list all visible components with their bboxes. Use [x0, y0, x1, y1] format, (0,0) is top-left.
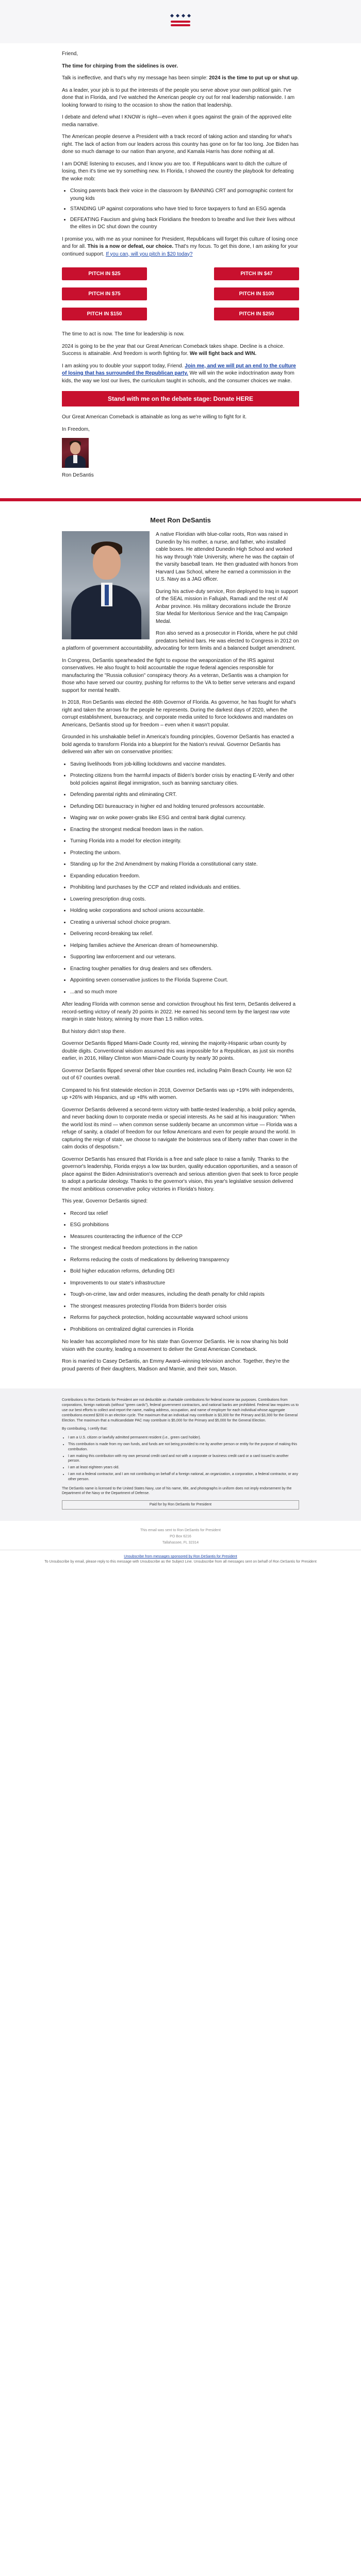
wins-list: [70, 761, 299, 996]
section-divider: [0, 498, 361, 501]
unsubscribe-strip: [0, 1550, 361, 1569]
paragraph: Our Great American Comeback is attainable as long as we're willing to fight for it.: [62, 414, 247, 420]
list-item: • STANDING UP against corporations who have tried to force taxpayers to fund an ESG agenda: [70, 206, 299, 213]
paragraph: In 2018, Ron DeSantis was elected the 46th Governor of Florida. As governor, he has fought for what's right and taken the arrows for the people he represents. During the darkest days of 2020, when the corrupt establishment, bureaucracy, and corporate media united to force lockdowns and mandates on Americans, DeSantis stood up for freedom – even when it wasn't popular.: [62, 700, 296, 728]
list-item: • Measures counteracting the influence of the CCP: [70, 1233, 299, 1241]
list-item: • DEFEATING Faucism and giving back Floridians the freedom to breathe and live their lives without the elites in DC shut down the country: [70, 216, 299, 231]
list-item: • Turning Florida into a model for election integrity.: [70, 838, 299, 845]
list-item: • Appointing seven conservative justices to the Florida Supreme Court.: [70, 977, 299, 985]
join-link[interactable]: Join me, and we will put an end to the culture of losing that has surrounded the Republican party.: [62, 363, 296, 376]
list-item: • Lowering prescription drug costs.: [70, 896, 299, 904]
list-item: • Improvements to our state's infrastructure: [70, 1280, 299, 1287]
donate-button-grid: [62, 267, 299, 320]
paragraph: A native Floridian with blue-collar roots, Ron was raised in Dunedin by his mother, a nurse, and father, who installed cable boxes. He attended Dunedin High School and worked his way through Yale University, where he was the captain of the varsity baseball team. He then graduated with honors from Harvard Law School, where he earned a commission in the U.S. Navy as a JAG officer.: [156, 532, 298, 583]
paragraph: This year, Governor DeSantis signed:: [62, 1198, 148, 1205]
pitch-in-250-button[interactable]: PITCH IN $250: [214, 308, 299, 320]
list-item: • Record tax relief: [70, 1210, 299, 1218]
list-item: • Standing up for the 2nd Amendment by making Florida a constitutional carry state.: [70, 861, 299, 869]
legal-text: By contributing, I certify that:: [62, 1427, 108, 1431]
list-item: • The strongest medical freedom protections in the nation: [70, 1245, 299, 1252]
list-item: • Expanding education freedom.: [70, 873, 299, 880]
header-banner: [0, 0, 361, 43]
paragraph: Governor DeSantis has ensured that Florida is a free and safe place to raise a family. Thanks to the governor's leadership, Florida enjoys a low tax burden, quality education opportunities, and a season of place against the Biden Administration's overreach and serious attention given that seek to force people to adopt a particular ideology. Thanks to the governor's vision, this year's legislative session delivered the most ambitious conservative policy victories in Florida's history.: [62, 1156, 299, 1192]
list-item: • Waging war on woke power-grabs like ESG and central bank digital currency.: [70, 815, 299, 822]
unsubscribe-link[interactable]: Unsubscribe from messages sponsored by Ron DeSantis for President: [124, 1555, 237, 1559]
list-item: • Protecting the unborn.: [70, 850, 299, 857]
list-item: • Reforms reducing the costs of medications by delivering transparency: [70, 1257, 299, 1264]
paragraph: The time to act is now. The time for leadership is now.: [62, 331, 185, 337]
unsubscribe-text: To Unsubscribe by email, please reply to this message with Unsubscribe as the Subject Line. Unsubscribe from all messages sent on behalf of Ron DeSantis for President: [44, 1560, 317, 1564]
paragraph: Governor DeSantis delivered a second-term victory with battle-tested leadership, a bold policy agenda, and never backing down to corporate media or special interests. As he said at his inauguration: "When the world lost its mind — when common sense suddenly became an uncommon virtue — Florida was a refuge of sanity, a citadel of freedom for our fellow Americans and even for people around the world. In capturing the reign of state, we choose to navigate the boisterous sea of liberty rather than cower in the calm docks of despotism.": [62, 1107, 298, 1150]
signature-portrait: [62, 438, 89, 468]
list-item: • Enacting the strongest medical freedom laws in the nation.: [70, 826, 299, 834]
list-item: • The strongest measures protecting Florida from Biden's border crisis: [70, 1303, 299, 1311]
signoff: In Freedom,: [62, 426, 90, 432]
list-item: • Defending parental rights and eliminating CRT.: [70, 791, 299, 799]
paragraph: Grounded in his unshakable belief in America's founding principles, Governor DeSantis has enacted a bold agenda to transform Florida into a blueprint for the Nation's revival. Governor DeSantis has delivered win after win on conservative priorities:: [62, 734, 294, 755]
campaign-flag-logo-icon: [171, 14, 190, 29]
list-item: • I am not a federal contractor, and I am not contributing on behalf of a foreign national, an organization, a corporation, a federal contractor, or any other person.: [68, 1472, 299, 1482]
list-item: • Enacting tougher penalties for drug dealers and sex offenders.: [70, 965, 299, 973]
list-item: • Bold higher education reforms, defunding DEI: [70, 1268, 299, 1276]
legal-footer: [0, 1388, 361, 1521]
list-item: • Helping families achieve the American dream of homeownership.: [70, 942, 299, 950]
headline: The time for chirping from the sidelines is over.: [62, 63, 178, 69]
playbook-list: [70, 188, 299, 231]
list-item: • Creating a universal school choice program.: [70, 919, 299, 927]
paragraph: I am DONE listening to excuses, and I know you are too. If Republicans want to ditch the culture of losing, then it's time we try something new. In Florida, I showed the country the playbook for defeating the woke mob:: [62, 161, 294, 182]
certification-list: [68, 1435, 299, 1482]
list-item: • Supporting law enforcement and our veterans.: [70, 954, 299, 961]
mailing-info: This email was sent to Ron DeSantis for President PO Box 6216 Tallahassee, FL 32314: [140, 1528, 221, 1545]
list-item: • Delivering record-breaking tax relief.: [70, 930, 299, 938]
paragraph: The American people deserve a President with a track record of taking action and standing for what's right. The lack of action from our leaders across this country has gone on for far too long. Joe Biden has done so much damage to our nation than anyone, and Kamala Harris has done nothing at all.: [62, 134, 299, 155]
greeting: Friend,: [62, 51, 78, 57]
paragraph: In Congress, DeSantis spearheaded the fight to expose the weaponization of the IRS against conservatives. He also fought to hold accountable the rogue federal agencies responsible for manufacturing the "Russia collusion" conspiracy theory. As a veteran, DeSantis was a champion for those who have served our country, pushing for reforms to the VA to better serve veterans and expand support for mental health.: [62, 657, 296, 693]
signature-name: Ron DeSantis: [62, 472, 94, 478]
list-item: • I am at least eighteen years old.: [68, 1465, 299, 1470]
paragraph: I debate and defend what I KNOW is right—even when it goes against the grain of the approved elite media narrative.: [62, 114, 292, 128]
list-item: • Saving livelihoods from job-killing lockdowns and vaccine mandates.: [70, 761, 299, 769]
list-item: • Closing parents back their voice in the classroom by BANNING CRT and pornographic content for young kids: [70, 188, 299, 202]
list-item: • Prohibiting land purchases by the CCP and related individuals and entities.: [70, 884, 299, 892]
list-item: • ESG prohibitions: [70, 1222, 299, 1229]
legal-text: The DeSantis name is licensed to the United States Navy, use of his name, title, and photographs in uniform does not imply endorsement by the Department of the Navy or the Department of Defense.: [62, 1486, 292, 1496]
paragraph: No leader has accomplished more for his state than Governor DeSantis. He is now sharing his bold vision with the country, leading a movement to deliver the Great American Comeback.: [62, 1339, 288, 1352]
list-item: • Protecting citizens from the harmful impacts of Biden's border crisis by enacting E-Verify and other bold policies against illegal immigration, such as banning sanctuary cities.: [70, 772, 299, 787]
paragraph: 2024 is going to be the year that our Great American Comeback takes shape. Decline is a choice. Success is attainable. And freedom is worth fighting for. We will fight back and WIN.: [62, 343, 285, 357]
pitch-in-25-button[interactable]: PITCH IN $25: [62, 267, 147, 280]
list-item: • Tough-on-crime, law and order measures, including the death penalty for child rapists: [70, 1291, 299, 1299]
pitch-in-100-button[interactable]: PITCH IN $100: [214, 287, 299, 300]
paragraph: After leading Florida with common sense and conviction throughout his first term, DeSantis delivered a record-setting victory of nearly 20 points in 2022. He earned his second term by the largest raw vote margin in state history, winning by more than 1.5 million votes.: [62, 1002, 296, 1023]
list-item: • This contribution is made from my own funds, and funds are not being provided to me by another person or entity for the purpose of making this contribution.: [68, 1442, 299, 1452]
paragraph: Governor DeSantis flipped several other blue counties red, including Palm Beach County. He won 62 out of 67 counties overall.: [62, 1067, 292, 1081]
list-item: • I am a U.S. citizen or lawfully admitted permanent resident (i.e., green card holder).: [68, 1435, 299, 1440]
pitch-in-47-button[interactable]: PITCH IN $47: [214, 267, 299, 280]
paragraph: During his active-duty service, Ron deployed to Iraq in support of the SEAL mission in Fallujah, Ramadi and the rest of Al Anbar province. His military decorations include the Bronze Star Medal for Meritorious Service and the Iraq Campaign Medal.: [156, 588, 298, 624]
pitch-in-75-button[interactable]: PITCH IN $75: [62, 287, 147, 300]
desantis-portrait: [62, 531, 150, 639]
paragraph: Compared to his first statewide election in 2018, Governor DeSantis was up +19% with independents, up +26% with Hispanics, and up +8% with women.: [62, 1087, 294, 1101]
bio-section: [0, 516, 361, 1374]
letter-body: [0, 43, 361, 480]
donate-link[interactable]: If you can, will you pitch in $20 today?: [106, 251, 193, 257]
list-item: • ...and so much more: [70, 989, 299, 996]
paid-for-by-box: Paid for by Ron DeSantis for President: [62, 1500, 299, 1510]
paragraph: But history didn't stop there.: [62, 1028, 126, 1035]
paragraph: Talk is ineffective, and that's why my message has been simple: 2024 is the time to put up or shut up.: [62, 75, 299, 81]
paragraph: I am asking you to double your support today, Friend. Join me, and we will put an end to the culture of losing that has surrounded the Republican party. We will win the woke indoctrination away from kids, the way we lost our lives, the curriculum taught in schools, and the consumer choices we make.: [62, 363, 296, 384]
list-item: • I am making this contribution with my own personal credit card and not with a corporate or business credit card or a card issued to another person.: [68, 1454, 299, 1464]
paragraph: As a leader, your job is to put the interests of the people you serve above your own political gain. I've done that in Florida, and I've watched the American people cry out for real leadership nationwide. I am looking forward to rising to the occasion to show the nation that leadership.: [62, 87, 295, 108]
bio-title: Meet Ron DeSantis: [150, 516, 211, 524]
paragraph: Governor DeSantis flipped Miami-Dade County red, winning the majority-Hispanic urban county by double digits. Conventional wisdom assumed this was impossible for a Republican, as just six months earlier, in 2016, Hillary Clinton won Miami-Dade County by nearly 30 points.: [62, 1041, 294, 1062]
list-item: • Defunding DEI bureaucracy in higher ed and holding tenured professors accountable.: [70, 803, 299, 811]
signed-list: [70, 1210, 299, 1334]
paragraph: I promise you, with me as your nominee for President, Republicans will forget this culture of losing once and for all. This is a now or defeat, our choice. That's my focus. To get this done, I am asking for your continued support. If you can, will you pitch in $20 today?: [62, 236, 298, 257]
paragraph: Ron is married to Casey DeSantis, an Emmy Award–winning television anchor. Together, they're the proud parents of their daughters, Madison and Mamie, and their son, Mason.: [62, 1359, 290, 1372]
list-item: • Reforms for paycheck protection, holding accountable wayward school unions: [70, 1314, 299, 1322]
paragraph: Ron also served as a prosecutor in Florida, where he put child predators behind bars. He was elected to Congress in 2012 on a platform of government accountability, advocating for term limits and a balanced budget amendment.: [62, 631, 299, 652]
pitch-in-150-button[interactable]: PITCH IN $150: [62, 308, 147, 320]
list-item: • Holding woke corporations and school unions accountable.: [70, 907, 299, 915]
debate-stage-donate-button[interactable]: Stand with me on the debate stage: Donate HERE: [62, 391, 299, 406]
list-item: • Prohibitions on centralized digital currencies in Florida: [70, 1326, 299, 1334]
legal-text: Contributions to Ron DeSantis for President are not deductible as charitable contributions for federal income tax purposes. Contributions from corporations, foreign nationals (without "green cards"), federal government contractors, and national banks are prohibited. Federal law requires us to use our best efforts to collect and report the name, mailing address, occupation, and name of employer for each individual whose aggregate contributions exceed $200 in an election cycle. The maximum that an individual may contribute is $3,300 for the Primary and $3,300 for the General Election. The maximum that a multicandidate PAC may contribute is $5,000 for the Primary and $5,000 for the General Election.: [62, 1398, 299, 1422]
